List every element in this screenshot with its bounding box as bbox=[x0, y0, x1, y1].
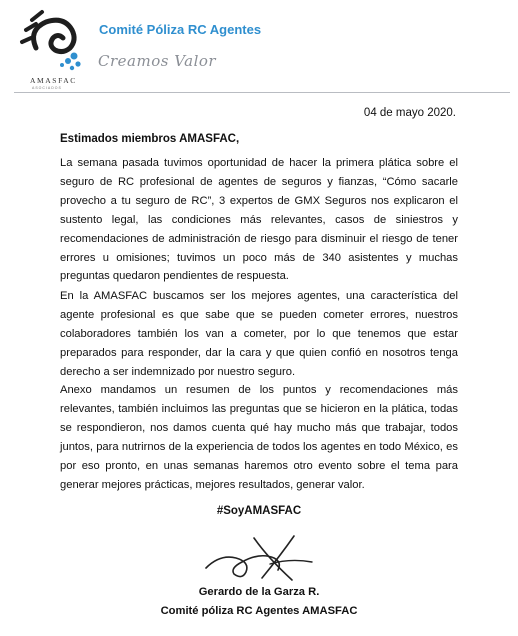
header-divider bbox=[14, 92, 510, 93]
amasfac-logo bbox=[14, 8, 94, 88]
letter-date: 04 de mayo 2020. bbox=[363, 107, 456, 119]
letter-paragraph-3: Anexo mandamos un resumen de los puntos y recomendaciones más relevantes, también incluimos las preguntas que se hicieron en la plática, todas se respondieron, nos damos cuenta qué hay mucho más que trabajar, todos juntos, para nutrirnos de la experiencia de todos los agentes en todo México, es por eso pronto, en unas semanas haremos otro evento sobre el tema para generar mejores prácticas, mejores resultados, generar valor. bbox=[60, 384, 458, 491]
salutation: Estimados miembros AMASFAC, bbox=[60, 133, 240, 145]
letter-paragraph-2: En la AMASFAC buscamos ser los mejores agentes, una característica del agente profesional es que sabe que se pueden cometer errores, nuestros colaboradores también los van a cometer, por lo que tenemos que estar preparados para responder, dar la cara y que quien confió en nosotros tenga derecho a ser indemnizado por nuestro seguro. bbox=[60, 290, 458, 378]
logo-subtext: ASOCIADOS bbox=[32, 86, 62, 90]
hashtag: #SoyAMASFAC bbox=[216, 505, 302, 517]
logo-wordmark: AMASFAC bbox=[30, 76, 77, 85]
slogan: Creamos Valor bbox=[98, 52, 217, 70]
signer-role: Comité póliza RC Agentes AMASFAC bbox=[160, 605, 358, 617]
committee-title: Comité Póliza RC Agentes bbox=[99, 22, 262, 37]
signer-name: Gerardo de la Garza R. bbox=[198, 586, 320, 598]
handwritten-signature bbox=[200, 528, 320, 589]
logo-mark-icon bbox=[14, 8, 94, 76]
letter-paragraph-1: La semana pasada tuvimos oportunidad de hacer la primera plática sobre el seguro de RC profesional de agentes de seguros y fianzas, “Cómo sacarle provecho a tu seguro de RC”, 3 expertos de GMX Seguros nos explicaron el sustento legal, las condiciones más relevantes, casos de siniestros y recomendaciones de administración de riesgo para disminuir el riesgo de tener errores u omisiones; tuvimos un poco más de 340 asistentes y muchas preguntas quedaron pendientes de respuesta. bbox=[60, 157, 458, 283]
